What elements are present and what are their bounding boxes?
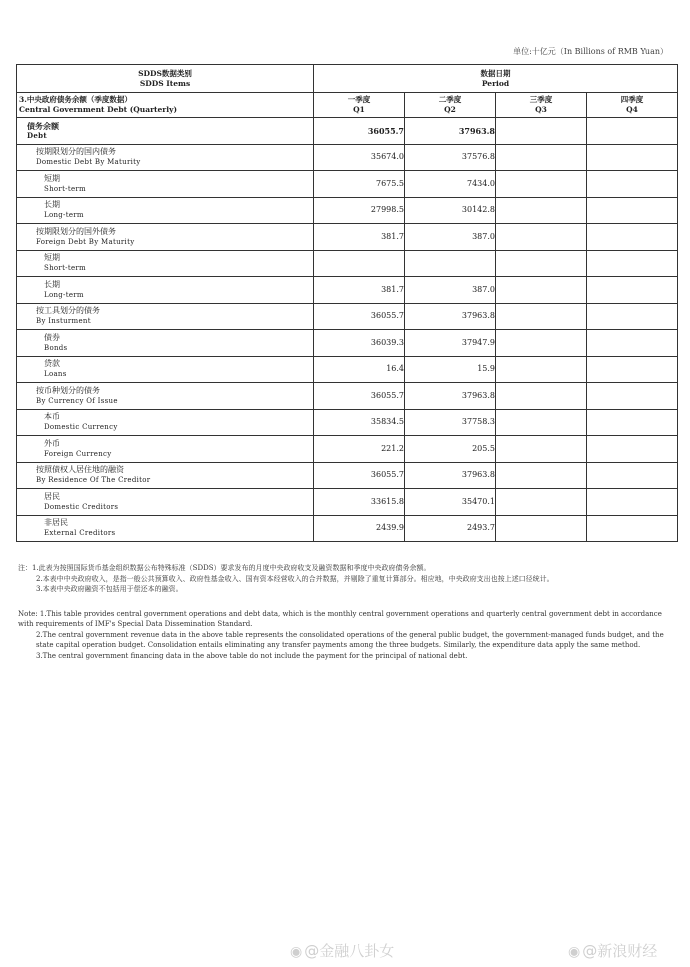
row-label-cn: 债券 xyxy=(44,332,60,342)
value-cell-q3 xyxy=(496,118,587,145)
value-cell-q2: 37947.9 xyxy=(405,330,496,357)
row-label-cn: 本币 xyxy=(44,412,60,422)
table-row xyxy=(17,144,678,171)
value-cell-q4 xyxy=(587,224,678,251)
value-cell-q1: 16.4 xyxy=(314,356,405,383)
row-label xyxy=(17,489,314,516)
value-cell-q3 xyxy=(496,277,587,304)
value-cell-q2: 37963.8 xyxy=(405,303,496,330)
quarter-header-q4: 四季度 Q4 xyxy=(587,93,678,118)
value-cell-q2: 30142.8 xyxy=(405,197,496,224)
row-label-cn: 按期限划分的国外债务 xyxy=(36,226,116,236)
value-cell-q1: 381.7 xyxy=(314,224,405,251)
value-cell-q3 xyxy=(496,224,587,251)
table-row xyxy=(17,383,678,410)
value-cell-q2: 387.0 xyxy=(405,224,496,251)
row-label-cn: 短期 xyxy=(44,173,60,183)
value-cell-q1: 36055.7 xyxy=(314,383,405,410)
row-label xyxy=(17,462,314,489)
watermark-1: ◉ @金融八卦女 xyxy=(290,942,395,960)
row-label xyxy=(17,330,314,357)
value-cell-q4 xyxy=(587,489,678,516)
row-label xyxy=(17,383,314,410)
row-label-en: Domestic Currency xyxy=(44,423,118,432)
note-en-2: 2.The central government revenue data in the above table represents the consolidated operations of the general public budget, the government-managed funds budget, and the state capital operation budget. Consolidation entails eliminating any transfer payments among the three budgets. Similarly, the expenditure data apply the same method. xyxy=(36,630,664,649)
row-label-en: Bonds xyxy=(44,343,68,352)
note-cn-3: 3.本表中央政府融资不包括用于偿还本的融资。 xyxy=(36,585,183,593)
value-cell-q3 xyxy=(496,409,587,436)
value-cell-q4 xyxy=(587,197,678,224)
row-label-cn: 长期 xyxy=(44,279,60,289)
value-cell-q4 xyxy=(587,277,678,304)
row-label-en: External Creditors xyxy=(44,529,116,538)
value-cell-q3 xyxy=(496,489,587,516)
row-label-cn: 长期 xyxy=(44,200,60,210)
note-en-1: Note: 1.This table provides central government operations and debt data, which is the monthly central government operations and quarterly central government debt in accordance with requirements of IMF's Special Data Dissemination Standard. xyxy=(18,609,662,628)
value-cell-q2: 37963.8 xyxy=(405,462,496,489)
value-cell-q1: 7675.5 xyxy=(314,171,405,198)
value-cell-q1: 36055.7 xyxy=(314,118,405,145)
value-cell-q3 xyxy=(496,197,587,224)
row-label-en: Debt xyxy=(27,130,47,140)
value-cell-q2: 37576.8 xyxy=(405,144,496,171)
watermark-2: ◉ @新浪财经 xyxy=(568,942,658,960)
table-row xyxy=(17,171,678,198)
value-cell-q2: 37963.8 xyxy=(405,383,496,410)
table-row xyxy=(17,277,678,304)
value-cell-q1 xyxy=(314,250,405,277)
value-cell-q4 xyxy=(587,171,678,198)
value-cell-q4 xyxy=(587,250,678,277)
value-cell-q1: 36039.3 xyxy=(314,330,405,357)
table-row xyxy=(17,330,678,357)
quarter-header-q2: 二季度 Q2 xyxy=(405,93,496,118)
row-label-cn: 居民 xyxy=(44,491,60,501)
row-label-cn: 外币 xyxy=(44,438,60,448)
row-label xyxy=(17,250,314,277)
value-cell-q3 xyxy=(496,356,587,383)
value-cell-q4 xyxy=(587,356,678,383)
note-cn-1: 注：1.此表为按照国际货币基金组织数据公布特殊标准（SDDS）要求发布的月度中央政府收支及融资数据和季度中央政府债务余额。 xyxy=(18,564,431,572)
value-cell-q1: 35834.5 xyxy=(314,409,405,436)
row-label-en: Long-term xyxy=(44,211,84,220)
row-label-en: Short-term xyxy=(44,264,86,273)
row-label xyxy=(17,436,314,463)
table-row xyxy=(17,409,678,436)
quarter-row xyxy=(17,93,678,118)
row-label-en: Domestic Debt By Maturity xyxy=(36,158,141,167)
table-row xyxy=(17,197,678,224)
row-label xyxy=(17,144,314,171)
value-cell-q1: 36055.7 xyxy=(314,462,405,489)
value-cell-q3 xyxy=(496,144,587,171)
row-label-cn: 按币种划分的债务 xyxy=(36,385,100,395)
value-cell-q4 xyxy=(587,118,678,145)
row-label-cn: 按照债权人居住地的融资 xyxy=(36,465,124,475)
row-label xyxy=(17,224,314,251)
value-cell-q4 xyxy=(587,383,678,410)
items-header: SDDS数据类别 SDDS Items xyxy=(17,65,314,93)
row-label xyxy=(17,303,314,330)
row-label xyxy=(17,515,314,542)
value-cell-q2: 37758.3 xyxy=(405,409,496,436)
quarter-header-q3: 三季度 Q3 xyxy=(496,93,587,118)
value-cell-q4 xyxy=(587,409,678,436)
row-label xyxy=(17,356,314,383)
table-row xyxy=(17,515,678,542)
table-row xyxy=(17,462,678,489)
value-cell-q1: 33615.8 xyxy=(314,489,405,516)
value-cell-q2: 205.5 xyxy=(405,436,496,463)
note-en-3: 3.The central government financing data in the above table do not include the payment for the principal of national debt. xyxy=(36,651,468,660)
row-label-en: Long-term xyxy=(44,290,84,299)
row-label-cn: 债务余额 xyxy=(27,120,59,131)
table-row xyxy=(17,303,678,330)
debt-table xyxy=(16,64,678,542)
row-label-cn: 按工具划分的债务 xyxy=(36,306,100,316)
value-cell-q4 xyxy=(587,144,678,171)
value-cell-q3 xyxy=(496,330,587,357)
table-row xyxy=(17,436,678,463)
table-row xyxy=(17,250,678,277)
row-label xyxy=(17,277,314,304)
row-label xyxy=(17,171,314,198)
table-row xyxy=(17,356,678,383)
value-cell-q3 xyxy=(496,436,587,463)
value-cell-q2: 15.9 xyxy=(405,356,496,383)
row-label-cn: 贷款 xyxy=(44,359,60,369)
value-cell-q1: 27998.5 xyxy=(314,197,405,224)
value-cell-q3 xyxy=(496,515,587,542)
value-cell-q1: 2439.9 xyxy=(314,515,405,542)
quarter-header-q1: 一季度 Q1 xyxy=(314,93,405,118)
notes xyxy=(18,563,678,661)
value-cell-q4 xyxy=(587,436,678,463)
row-label-en: By Currency Of Issue xyxy=(36,396,118,405)
weibo-icon: ◉ xyxy=(290,944,303,960)
row-label-cn: 短期 xyxy=(44,253,60,263)
row-label-en: Loans xyxy=(44,370,67,379)
value-cell-q2: 387.0 xyxy=(405,277,496,304)
value-cell-q3 xyxy=(496,171,587,198)
value-cell-q2: 2493.7 xyxy=(405,515,496,542)
value-cell-q4 xyxy=(587,303,678,330)
value-cell-q3 xyxy=(496,250,587,277)
value-cell-q4 xyxy=(587,330,678,357)
weibo-icon: ◉ xyxy=(568,944,581,960)
value-cell-q1: 36055.7 xyxy=(314,303,405,330)
value-cell-q1: 35674.0 xyxy=(314,144,405,171)
value-cell-q4 xyxy=(587,462,678,489)
unit-note: 单位:十亿元（In Billions of RMB Yuan） xyxy=(513,47,668,56)
row-label-en: By Insturment xyxy=(36,317,91,326)
value-cell-q2: 35470.1 xyxy=(405,489,496,516)
row-label-en: Short-term xyxy=(44,184,86,193)
row-label-cn: 按期限划分的国内债务 xyxy=(36,147,116,157)
table-row xyxy=(17,118,678,145)
row-label xyxy=(17,118,314,145)
period-header: 数据日期 Period xyxy=(314,65,678,93)
value-cell-q1: 221.2 xyxy=(314,436,405,463)
value-cell-q2: 7434.0 xyxy=(405,171,496,198)
row-label xyxy=(17,409,314,436)
header-row xyxy=(17,65,678,93)
row-label-en: Domestic Creditors xyxy=(44,502,119,511)
value-cell-q3 xyxy=(496,383,587,410)
value-cell-q4 xyxy=(587,515,678,542)
table-row xyxy=(17,489,678,516)
row-label-en: By Residence Of The Creditor xyxy=(36,476,151,485)
section-title: 3.中央政府债务余额（季度数据） Central Government Debt (Quarterly) xyxy=(17,93,314,118)
value-cell-q2 xyxy=(405,250,496,277)
row-label-en: Foreign Currency xyxy=(44,449,112,458)
row-label-cn: 非居民 xyxy=(44,518,68,528)
table-row xyxy=(17,224,678,251)
row-label xyxy=(17,197,314,224)
row-label-en: Foreign Debt By Maturity xyxy=(36,237,135,246)
value-cell-q3 xyxy=(496,303,587,330)
value-cell-q3 xyxy=(496,462,587,489)
value-cell-q2: 37963.8 xyxy=(405,118,496,145)
note-cn-2: 2.本表中中央政府收入，是指一般公共预算收入、政府性基金收入、国有资本经营收入的合并数据，并剔除了重复计算部分。相应地，中央政府支出也按上述口径统计。 xyxy=(36,574,554,583)
value-cell-q1: 381.7 xyxy=(314,277,405,304)
